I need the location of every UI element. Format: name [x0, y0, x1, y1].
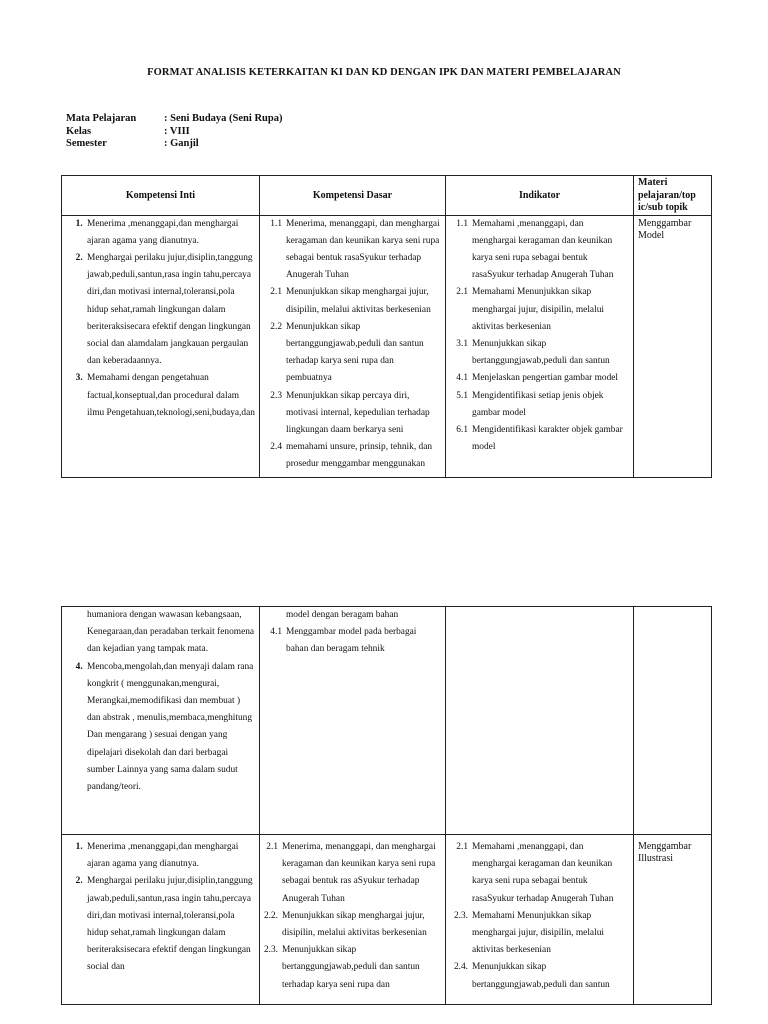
ki-item: 4. Mencoba,mengolah,dan menyaji dalam rana kongkrit ( menggunakan,mengurai, Merangkai,memodifikasi dan membuat ) dan abstrak , menulis,membaca,menghitung Dan mengarang ) sesuai dengan yang dipelajari disekolah dan dari berbagai sumber Lainnya yang sama dalam sudut pandang/teori. [85, 659, 255, 797]
indikator-cell [446, 215, 634, 477]
indikator-cell [446, 835, 634, 1005]
ki-item: 1. Menerima ,menanggapi,dan menghargai ajaran agama yang dianutnya. [85, 839, 255, 873]
indikator-cell [446, 607, 634, 835]
kd-item [260, 942, 441, 994]
kd-item [264, 216, 441, 285]
kd-cell [260, 835, 446, 1005]
ki-item: 2. Menghargai perilaku jujur,disiplin,tanggung jawab,peduli,santun,rasa ingin tahu,percaya diri,dan motivasi internal,toleransi,pola hidup sehat,ramah lingkungan dalam beriteraksisecara efektif dengan lingkungan social dan alamdalam jangkauan pergaulan dan keberadaannya. [85, 250, 255, 370]
meta-label: Kelas [66, 125, 92, 137]
indikator-item [450, 908, 629, 960]
indikator-item [450, 839, 629, 908]
indikator-text: Menjelaskan pengertian gambar model [472, 373, 619, 384]
ki-cell [62, 607, 260, 835]
indikator-number: 2.4. [453, 962, 468, 973]
kd-item [264, 439, 441, 473]
meta-row-semester [66, 138, 282, 151]
indikator-text: Memahami ,menanggapi, dan menghargai keragaman dan keunikan karya seni rupa sebagai bentuk rasaSyukur terhadap Anugerah Tuhan [472, 218, 614, 281]
kd-text: Menunjukkan sikap percaya diri, motivasi internal, kepedulian terhadap lingkungan daam berkarya seni [286, 390, 430, 435]
indikator-text: Mengidentifikasi setiap jenis objek gambar model [472, 390, 604, 418]
header-materi-text: Materi pelajaran/top ic/sub topik [638, 177, 696, 213]
indikator-item [450, 388, 629, 422]
kd-number: 2.2 [270, 321, 282, 332]
indikator-item [450, 370, 629, 387]
header-indikator: Indikator [446, 176, 634, 216]
meta-value: : Ganjil [164, 138, 199, 149]
page-title: FORMAT ANALISIS KETERKAITAN KI DAN KD DENGAN IPK DAN MATERI PEMBELAJARAN [147, 67, 621, 78]
ki-cell [62, 215, 260, 477]
header-ki: Kompetensi Inti [62, 176, 260, 216]
meta-row-subject [66, 113, 282, 126]
indikator-item [450, 284, 629, 336]
indikator-item [450, 336, 629, 370]
kd-number: 2.1 [266, 842, 278, 852]
materi-cell [634, 607, 712, 835]
ki-continuation: humaniora dengan wawasan kebangsaan, Kenegaraan,dan peradaban terkait fenomena dan kejadian yang tampak mata. [87, 610, 255, 655]
indikator-number: 4.1 [456, 373, 468, 384]
kd-text: Menunjukkan sikap bertanggungjawab,peduli dan santun terhadap karya seni rupa dan [282, 945, 420, 990]
indikator-text: Menunjukkan sikap bertanggungjawab,peduli dan santun [472, 962, 610, 990]
indikator-number: 2.3. [453, 910, 468, 921]
ki-list [62, 659, 259, 797]
kd-number: 2.4 [270, 442, 282, 453]
kd-continuation-row [264, 607, 441, 624]
kd-number: 2.3 [270, 390, 282, 401]
kd-continuation: model dengan beragam bahan [286, 610, 399, 620]
indikator-item [450, 959, 629, 993]
kd-cell [260, 607, 446, 835]
kd-item [264, 284, 441, 318]
indikator-item [450, 216, 629, 285]
ki-item: 2. Menghargai perilaku jujur,disiplin,tanggung jawab,peduli,santun,rasa ingin tahu,percaya diri,dan motivasi internal,toleransi,pola hidup sehat,ramah lingkungan dalam beriteraksisecara efektif dengan lingkungan social dan [85, 873, 255, 976]
kd-number: 1.1 [270, 218, 282, 229]
analysis-table-1 [61, 175, 712, 478]
ki-item: 1. Menerima ,menanggapi,dan menghargai ajaran agama yang dianutnya. [85, 216, 255, 250]
materi-cell [634, 835, 712, 1005]
ki-item: 3. Memahami dengan pengetahuan factual,konseptual,dan procedural dalam ilmu Pengetahuan,teknologi,seni,budaya,dan [85, 370, 255, 422]
kd-text: memahami unsure, prinsip, tehnik, dan prosedur menggambar menggunakan [286, 442, 433, 470]
kd-cell [260, 215, 446, 477]
indikator-text: Memahami Menunjukkan sikap menghargai jujur, disipilin, melalui aktivitas berkesenian [472, 287, 604, 332]
kd-text: Menerima, menanggapi, dan menghargai keragaman dan keunikan karya seni rupa sebagai bentuk rasaSyukur terhadap Anugerah Tuhan [286, 218, 440, 281]
indikator-number: 6.1 [456, 424, 468, 435]
indikator-number: 2.1 [456, 287, 468, 298]
indikator-text: Memahami Menunjukkan sikap menghargai jujur, disipilin, melalui aktivitas berkesenian [472, 910, 604, 956]
kd-item [264, 624, 441, 658]
indikator-text: Memahami ,menanggapi, dan menghargai keragaman dan keunikan karya seni rupa sebagai bentuk rasaSyukur terhadap Anugerah Tuhan [472, 842, 614, 904]
subject-info [66, 113, 282, 151]
kd-number: 2.2. [263, 910, 278, 921]
kd-number: 2.3. [263, 945, 278, 956]
indikator-number: 2.1 [456, 842, 468, 852]
kd-item [260, 908, 441, 942]
kd-number: 2.1 [270, 287, 282, 298]
indikator-text: Mengidentifikasi karakter objek gambar model [472, 424, 623, 453]
ki-list [62, 839, 259, 977]
meta-label: Semester [66, 138, 107, 149]
indikator-item [450, 422, 629, 456]
kd-text: Menggambar model pada berbagai bahan dan beragam tehnik [286, 627, 417, 655]
meta-value: : Seni Budaya (Seni Rupa) [164, 113, 283, 124]
indikator-text: Menunjukkan sikap bertanggungjawab,peduli dan santun [472, 338, 610, 367]
header-kd: Kompetensi Dasar [260, 176, 446, 216]
meta-row-class [66, 126, 282, 139]
materi-text: Menggambar Illustrasi [638, 841, 692, 864]
ki-cell [62, 835, 260, 1005]
kd-text: Menunjukkan sikap menghargai jujur, disipilin, melalui aktivitas berkesenian [286, 287, 431, 315]
kd-item [264, 388, 441, 440]
header-materi [634, 176, 712, 216]
kd-item [264, 319, 441, 388]
ki-list [62, 216, 259, 422]
kd-item [260, 839, 441, 908]
kd-text: Menunjukkan sikap menghargai jujur, disipilin, melalui aktivitas berkesenian [282, 910, 427, 939]
indikator-number: 1.1 [456, 218, 468, 229]
kd-text: Menunjukkan sikap bertanggungjawab,peduli dan santun terhadap karya seni rupa dan pembuatnya [286, 321, 424, 384]
indikator-number: 3.1 [456, 338, 468, 349]
analysis-table-2 [61, 606, 712, 1005]
kd-number: 4.1 [270, 627, 282, 638]
meta-value: : VIII [164, 125, 190, 137]
materi-text: Menggambar Model [638, 217, 692, 241]
meta-label: Mata Pelajaran [66, 113, 137, 124]
kd-text: Menerima, menanggapi, dan menghargai keragaman dan keunikan karya seni rupa sebagai bentuk ras aSyukur terhadap Anugerah Tuhan [282, 842, 436, 904]
indikator-number: 5.1 [456, 390, 468, 401]
materi-cell [634, 215, 712, 477]
